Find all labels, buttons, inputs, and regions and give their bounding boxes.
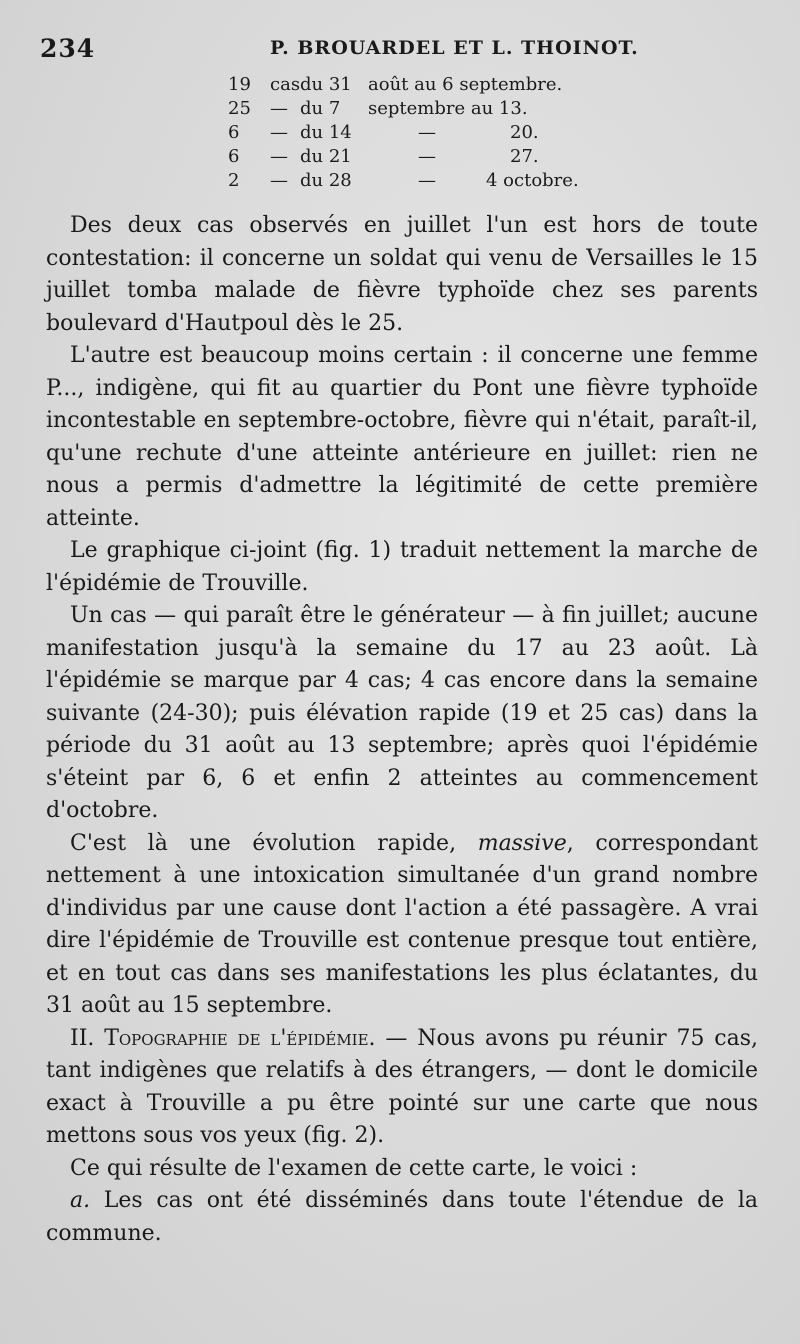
paragraph-7: Ce qui résulte de l'examen de cette carte, le voici : xyxy=(70,1155,638,1181)
page-number: 234 xyxy=(40,34,96,63)
page-header xyxy=(40,34,760,64)
running-head: P. BROUARDEL ET L. THOINOT. xyxy=(270,37,639,59)
paragraph-5: C'est là une évolution rapide, massive, correspondant nettement à une intoxication simultanée d'un grand nombre d'individus par une cause dont l'action a été passagère. A vrai dire l'épidémie de Trouville est contenue presque tout entière, et en tout cas dans ses manifestations les plus éclatantes, du 31 août au 15 septembre. xyxy=(46,830,758,1018)
section-heading: II. Topographie de l'épidémie. xyxy=(70,1025,376,1051)
paragraph-3: Le graphique ci-joint (fig. 1) traduit nettement la marche de l'épidémie de Trouville. xyxy=(46,538,758,596)
paragraph-8: a. Les cas ont été disséminés dans toute l'étendue de la commune. xyxy=(46,1188,758,1246)
paragraph-6: II. Topographie de l'épidémie. — Nous avons pu réunir 75 cas, tant indigènes que relatifs à des étrangers, — dont le domicile exact à Trouville a pu être pointé sur une carte que nous mettons sous vos yeux (fig. 2). xyxy=(46,1025,758,1148)
book-page: 234 P. BROUARDEL ET L. THOINOT. 19 cas du 31 août au 6 septembre. 25 — du 7 septembre au 13. 6 — du 14 — 20. 6 — du 21 — 27. 2 — du 28 — 4 octobre. Des deux cas observés en juillet l'un est hors de toute contestation: il concerne un soldat qui venu de Versailles le 15 juillet tomba malade de fièvre typhoïde chez ses parents boulevard d'Hautpoul dès le 25. L'autre est beaucoup moins certain : il concerne une femme P..., indigène, qui fit au quartier du Pont une fièvre typhoïde incontestable en septembre-octobre, fièvre qui n'était, paraît-il, qu'une rechute d'une atteinte antérieure en juillet: rien ne nous a permis d'admettre la légitimité de cette première atteinte. Le graphique ci-joint (fig. 1) traduit nettement la marche de l'épidémie de Trouville. Un cas — qui paraît être le générateur — à fin juillet; aucune manifestation jusqu'à la semaine du 17 au 23 août. Là l'épidémie se marque par 4 cas; 4 cas encore dans la semaine suivante (24-30); puis élévation rapide (19 et 25 cas) dans la période du 31 août au 13 septembre; après quoi l'épidémie s'éteint par 6, 6 et enfin 2 atteintes au commencement d'octobre. C'est là une évolution rapide, massive, correspondant nettement à une intoxication simultanée d'un grand nombre d'individus par une cause dont l'action a été passagère. A vrai dire l'épidémie de Trouville est contenue presque tout entière, et en tout cas dans ses manifestations les plus éclatantes, du 31 août au 15 septembre. II. Topographie de l'épidémie. — Nous avons pu réunir 75 cas, tant indigènes que relatifs à des étrangers, — dont le domicile exact à Trouville a pu être pointé sur une carte que nous mettons sous vos yeux (fig. 2). Ce qui résulte de l'examen de cette carte, le voici : a. Les cas ont été disséminés dans toute l'étendue de la commune. xyxy=(0,0,800,1344)
body-text xyxy=(46,210,758,1250)
paragraph-1: Des deux cas observés en juillet l'un est hors de toute contestation: il concerne un soldat qui venu de Versailles le 15 juillet tomba malade de fièvre typhoïde chez ses parents boulevard d'Hautpoul dès le 25. xyxy=(46,213,758,336)
paragraph-4: Un cas — qui paraît être le générateur — à fin juillet; aucune manifestation jusqu'à la semaine du 17 au 23 août. Là l'épidémie se marque par 4 cas; 4 cas encore dans la semaine suivante (24-30); puis élévation rapide (19 et 25 cas) dans la période du 31 août au 13 septembre; après quoi l'épidémie s'éteint par 6, 6 et enfin 2 atteintes au commencement d'octobre. xyxy=(46,603,758,823)
emphasis-massive: massive xyxy=(477,830,567,856)
paragraph-2: L'autre est beaucoup moins certain : il concerne une femme P..., indigène, qui fit au quartier du Pont une fièvre typhoïde incontestable en septembre-octobre, fièvre qui n'était, paraît-il, qu'une rechute d'une atteinte antérieure en juillet: rien ne nous a permis d'admettre la légitimité de cette première atteinte. xyxy=(46,343,758,531)
item-label: a. xyxy=(70,1188,91,1213)
